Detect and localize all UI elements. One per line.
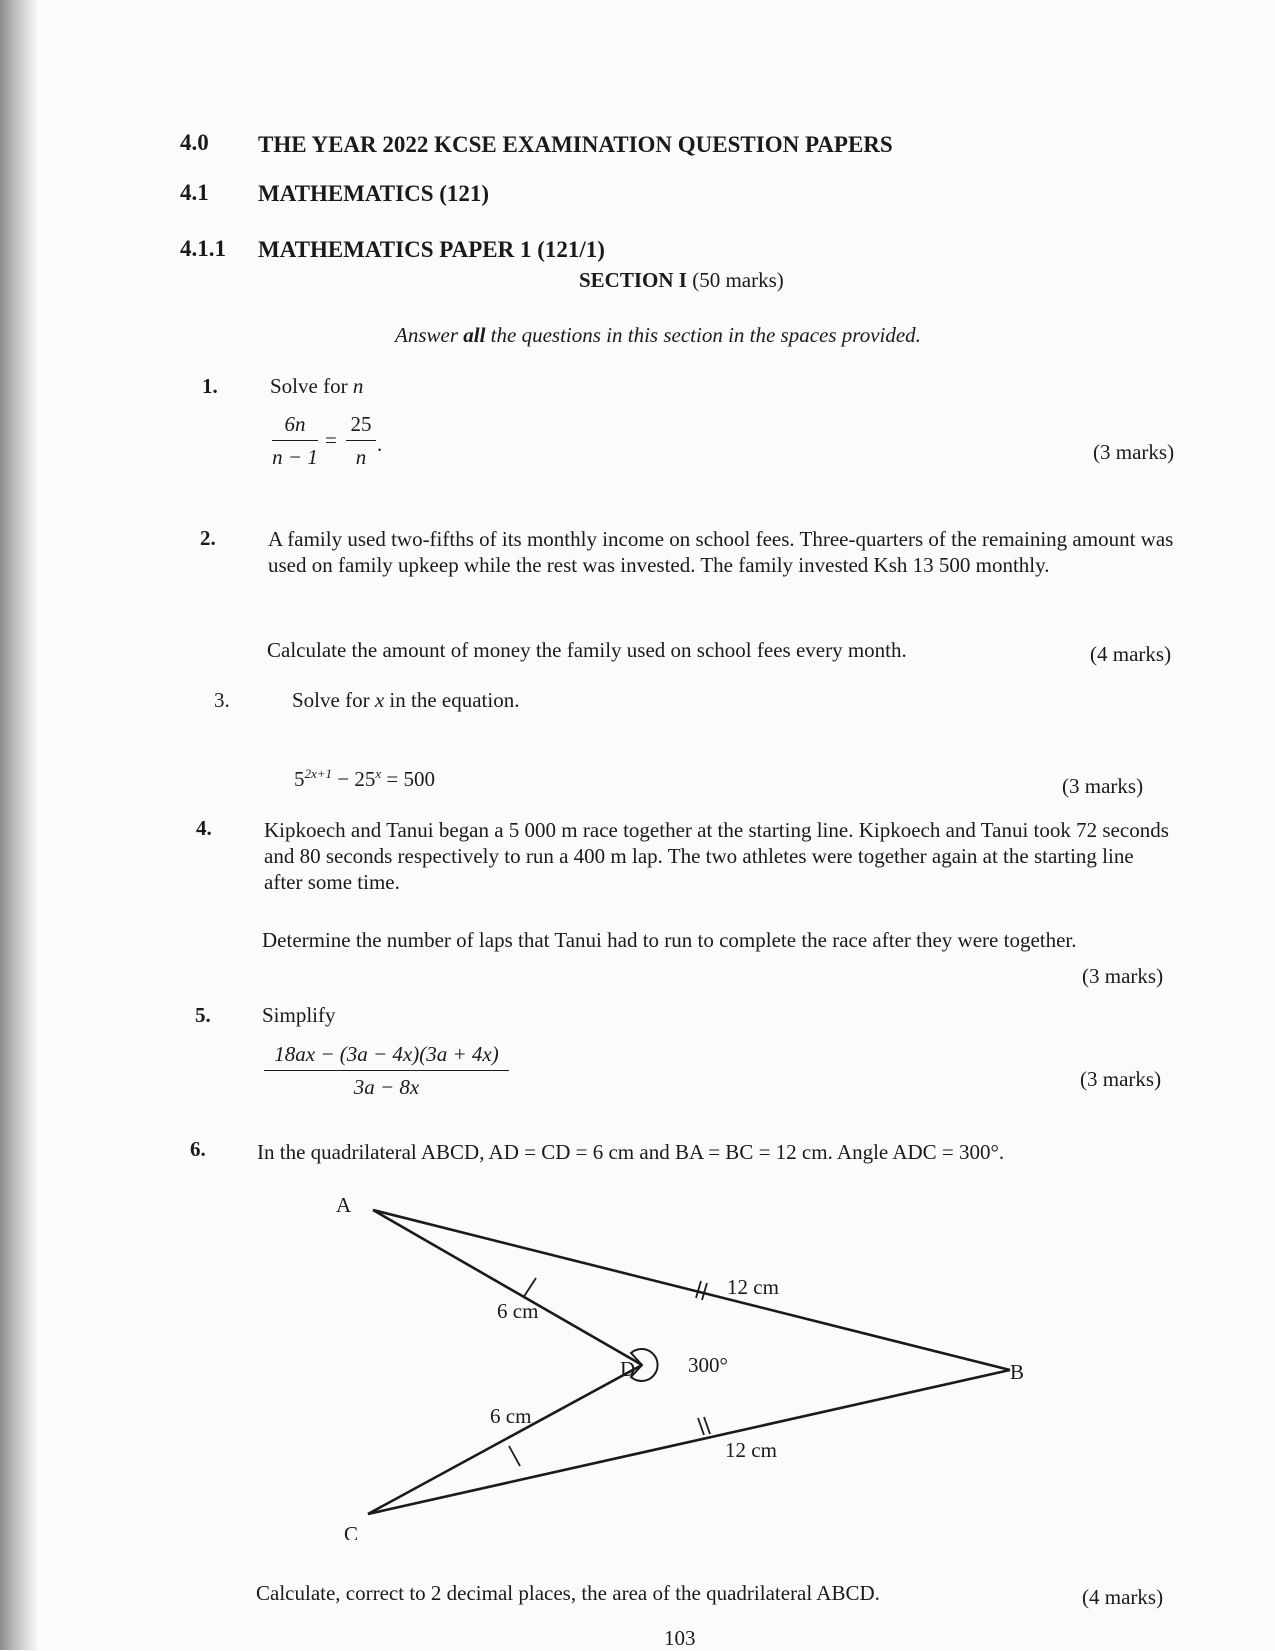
q1-rhs-fraction-bar <box>346 440 376 441</box>
q3-prompt <box>292 688 519 713</box>
heading-4-0-title: THE YEAR 2022 KCSE EXAMINATION QUESTION PAPERS <box>258 132 893 157</box>
q3-minus-term: − 25 <box>332 767 376 791</box>
vertex-c-label: C <box>344 1522 359 1540</box>
q1-prompt-text: Solve for <box>270 374 353 398</box>
angle-adc-label: 300° <box>688 1353 728 1377</box>
side-cb <box>368 1370 1010 1514</box>
q3-rhs: = 500 <box>381 767 436 791</box>
q1-lhs-fraction <box>272 412 318 470</box>
q1-variable: n <box>352 374 364 398</box>
q1-lhs-fraction-bar <box>272 440 318 441</box>
q3-exponent-1: 2x+1 <box>304 766 333 781</box>
side-ad-label: 6 cm <box>497 1299 539 1323</box>
q3-base: 5 <box>294 767 305 791</box>
q1-lhs-numerator: 6n <box>284 412 306 436</box>
q4-text: Kipkoech and Tanui began a 5 000 m race together at the starting line. Kipkoech and Tanui took 72 seconds and 80 seconds respectively to run a 400 m lap. The two athletes were together again at the starting line after some time. <box>264 818 1169 894</box>
q3-prompt-post: in the equation. <box>384 688 520 712</box>
q4-number: 4. <box>196 816 212 840</box>
q2-number: 2. <box>200 526 216 550</box>
q5-fraction-bar <box>264 1070 509 1071</box>
section-marks: (50 marks) <box>686 268 784 292</box>
q1-rhs-fraction <box>346 412 376 470</box>
q4-task: Determine the number of laps that Tanui had to run to complete the race after they were together. <box>262 928 1077 952</box>
q3-equation <box>294 766 435 792</box>
q3-exponent-2: x <box>375 766 382 781</box>
instructions-pre: Answer <box>395 323 464 347</box>
q6-number: 6. <box>190 1137 206 1161</box>
tick-dc <box>509 1446 520 1466</box>
q1-number: 1. <box>202 374 218 398</box>
tick-cb-1 <box>698 1418 704 1435</box>
heading-4-1-1-title: MATHEMATICS PAPER 1 (121/1) <box>258 237 605 262</box>
q1-equals: = <box>325 428 337 452</box>
instructions <box>395 323 921 348</box>
q1-prompt <box>270 374 363 399</box>
vertex-b-label: B <box>1010 1360 1025 1384</box>
q3-marks: (3 marks) <box>1062 774 1144 798</box>
heading-4-0-number: 4.0 <box>180 130 209 155</box>
quadrilateral-abcd-figure <box>320 1180 1080 1540</box>
heading-4-1-title: MATHEMATICS (121) <box>258 181 490 206</box>
side-dc <box>368 1365 642 1514</box>
vertex-a-label: A <box>336 1193 352 1217</box>
section-title: SECTION I <box>579 268 687 292</box>
page-binding-shadow <box>0 0 38 1650</box>
tick-ab-1 <box>696 1281 701 1298</box>
q5-number: 5. <box>195 1003 211 1027</box>
q4-marks: (3 marks) <box>1082 964 1164 988</box>
q1-period: . <box>377 432 383 456</box>
q6-marks: (4 marks) <box>1082 1585 1164 1609</box>
page-number: 103 <box>664 1626 696 1650</box>
q3-number: 3. <box>214 688 230 712</box>
q2-text: A family used two-fifths of its monthly income on school fees. Three-quarters of the remaining amount was used on family upkeep while the rest was invested. The family invested Ksh 13 500 monthly. <box>268 527 1174 577</box>
tick-cb-2 <box>704 1417 710 1434</box>
tick-ad <box>523 1278 536 1298</box>
q3-variable: x <box>374 688 385 712</box>
q2-task: Calculate the amount of money the family used on school fees every month. <box>267 638 907 662</box>
side-cb-label: 12 cm <box>725 1438 777 1462</box>
section-heading <box>579 268 784 293</box>
side-ab-label: 12 cm <box>727 1275 779 1299</box>
q1-rhs-denominator: n <box>355 445 367 469</box>
heading-4-1-1-number: 4.1.1 <box>180 236 226 261</box>
q2-marks: (4 marks) <box>1090 642 1172 666</box>
q3-prompt-pre: Solve for <box>292 688 375 712</box>
instructions-post: the questions in this section in the spaces provided. <box>485 323 921 347</box>
q5-prompt: Simplify <box>262 1003 336 1027</box>
instructions-emphasis: all <box>463 323 486 347</box>
q1-lhs-denominator: n − 1 <box>272 445 318 469</box>
q1-marks: (3 marks) <box>1093 440 1175 464</box>
q6-text: In the quadrilateral ABCD, AD = CD = 6 cm and BA = BC = 12 cm. Angle ADC = 300°. <box>257 1140 1005 1164</box>
side-ad <box>373 1210 642 1365</box>
vertex-d-label: D <box>620 1357 636 1381</box>
heading-4-1-number: 4.1 <box>180 180 209 205</box>
q1-rhs-numerator: 25 <box>350 412 372 436</box>
side-ab <box>373 1210 1010 1370</box>
side-dc-label: 6 cm <box>490 1404 532 1428</box>
q5-denominator: 3a − 8x <box>353 1075 420 1099</box>
q5-fraction <box>264 1042 509 1100</box>
q6-task: Calculate, correct to 2 decimal places, the area of the quadrilateral ABCD. <box>256 1581 880 1605</box>
q5-marks: (3 marks) <box>1080 1067 1162 1091</box>
q5-numerator: 18ax − (3a − 4x)(3a + 4x) <box>274 1042 499 1066</box>
